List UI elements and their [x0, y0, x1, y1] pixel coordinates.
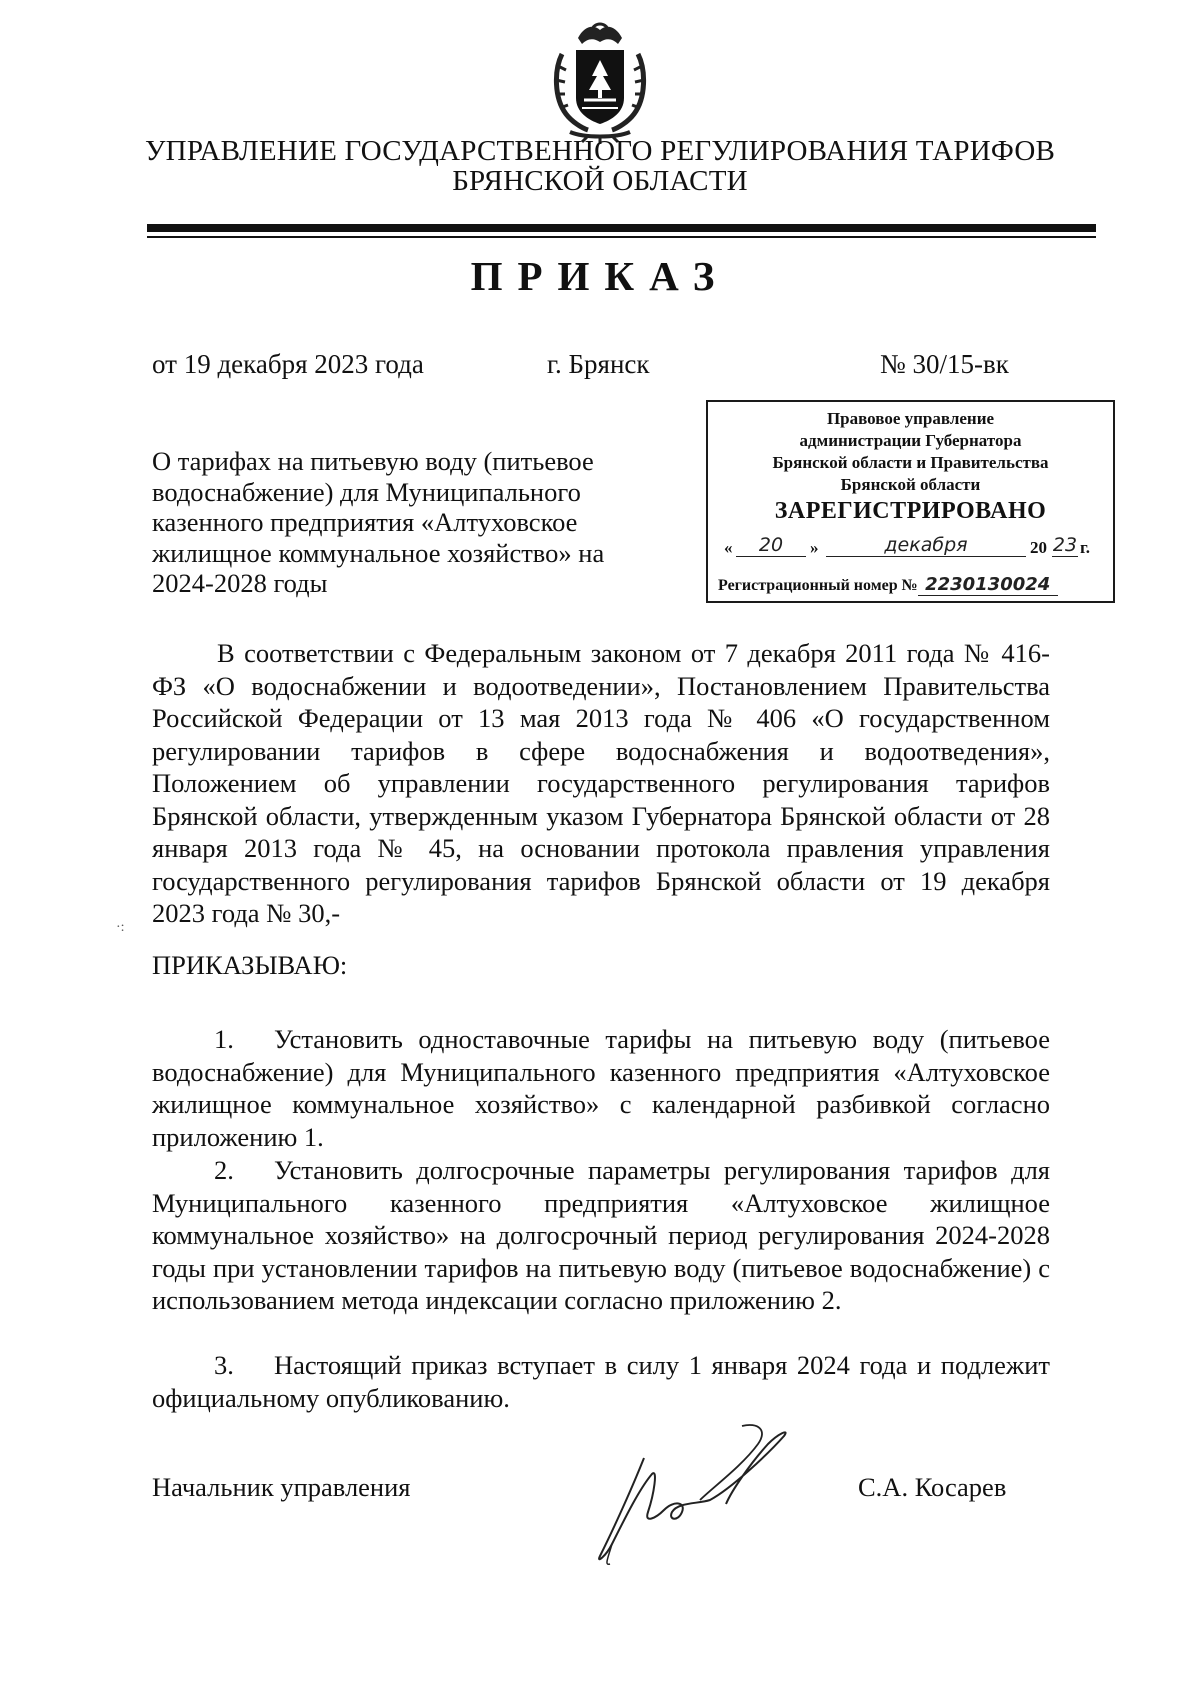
margin-mark: ·: — [116, 920, 125, 935]
preamble-paragraph: В соответствии с Федеральным законом от 7 декабря 2011 года № 416-ФЗ «О водоснабжении и водоотведении», Постановлением Правительства Российской Федерации от 13 мая 2013 года № 406 «О государственном регулировании тарифов в сфере водоснабжения и водоотведения», Положением об управлении государственного регулирования тарифов Брянской области, утвержденным указом Губернатора Брянской области от 28 января 2013 года № 45, на основании протокола правления управления государственного регулирования тарифов Брянской области от 19 декабря 2023 года № 30,- — [152, 638, 1050, 928]
stamp-registration-number — [718, 574, 1113, 596]
stamp-date-year-unit: г. — [1080, 538, 1091, 557]
stamp-date-year-prefix: 20 — [1030, 538, 1047, 557]
stamp-registered-label: ЗАРЕГИСТРИРОВАНО — [774, 498, 1047, 524]
order-item-number: 1. — [214, 1024, 234, 1054]
handwritten-signature — [582, 1418, 802, 1568]
order-item-text: Настоящий приказ вступает в силу 1 января 2024 года и подлежит официальному опубликованию. — [152, 1350, 1050, 1413]
order-item-number: 2. — [214, 1155, 234, 1185]
stamp-line: Брянской области и Правительства — [772, 453, 1049, 472]
order-item — [152, 1023, 1050, 1153]
organization-name-line1: УПРАВЛЕНИЕ ГОСУДАРСТВЕННОГО РЕГУЛИРОВАНИЯ ТАРИФОВ — [144, 135, 1056, 167]
stamp-date-month: декабря — [826, 534, 1026, 557]
order-item-number: 3. — [214, 1350, 234, 1380]
order-item — [152, 1349, 1050, 1414]
signatory-name: С.А. Косарев — [858, 1472, 1007, 1502]
order-verb: ПРИКАЗЫВАЮ: — [152, 950, 348, 980]
stamp-date-year-suffix: 23 — [1052, 534, 1078, 556]
stamp-regno-value: 2230130024 — [918, 574, 1058, 596]
order-item-text: Установить долгосрочные параметры регулирования тарифов для Муниципального казенного предприятия «Алтуховское жилищное коммунальное хозяйство» на долгосрочный период регулирования 2024-2028 годы при установлении тарифов на питьевую воду (питьевое водоснабжение) с использованием метода индексации согласно приложению 2. — [152, 1155, 1050, 1315]
stamp-line: Брянской области — [840, 475, 981, 494]
coat-of-arms-emblem — [548, 20, 652, 144]
header-divider-thick — [147, 224, 1096, 232]
stamp-date — [718, 534, 1108, 564]
registration-stamp — [706, 400, 1115, 603]
stamp-line: администрации Губернатора — [799, 431, 1022, 450]
order-subject: О тарифах на питьевую воду (питьевое водоснабжение) для Муниципального казенного предприятия «Алтуховское жилищное коммунальное хозяйство» на 2024-2028 годы — [152, 446, 605, 598]
document-type-title: ПРИКАЗ — [470, 253, 730, 299]
header-divider-thin — [147, 236, 1096, 238]
order-number: № 30/15-вк — [880, 349, 1009, 379]
stamp-date-day: 20 — [736, 534, 806, 557]
stamp-date-quote-close: » — [810, 538, 819, 557]
organization-name-line2: БРЯНСКОЙ ОБЛАСТИ — [452, 165, 748, 197]
order-item-text: Установить одноставочные тарифы на питьевую воду (питьевое водоснабжение) для Муниципального казенного предприятия «Алтуховское жилищное коммунальное хозяйство» с календарной разбивкой согласно приложению 1. — [152, 1024, 1050, 1152]
stamp-line: Правовое управление — [826, 409, 995, 428]
order-item — [152, 1154, 1050, 1317]
stamp-regno-label: Регистрационный номер № — [718, 577, 918, 594]
order-date: от 19 декабря 2023 года — [152, 349, 424, 379]
stamp-date-quote-open: « — [724, 538, 733, 557]
signatory-position: Начальник управления — [152, 1472, 411, 1502]
order-city: г. Брянск — [547, 349, 650, 379]
